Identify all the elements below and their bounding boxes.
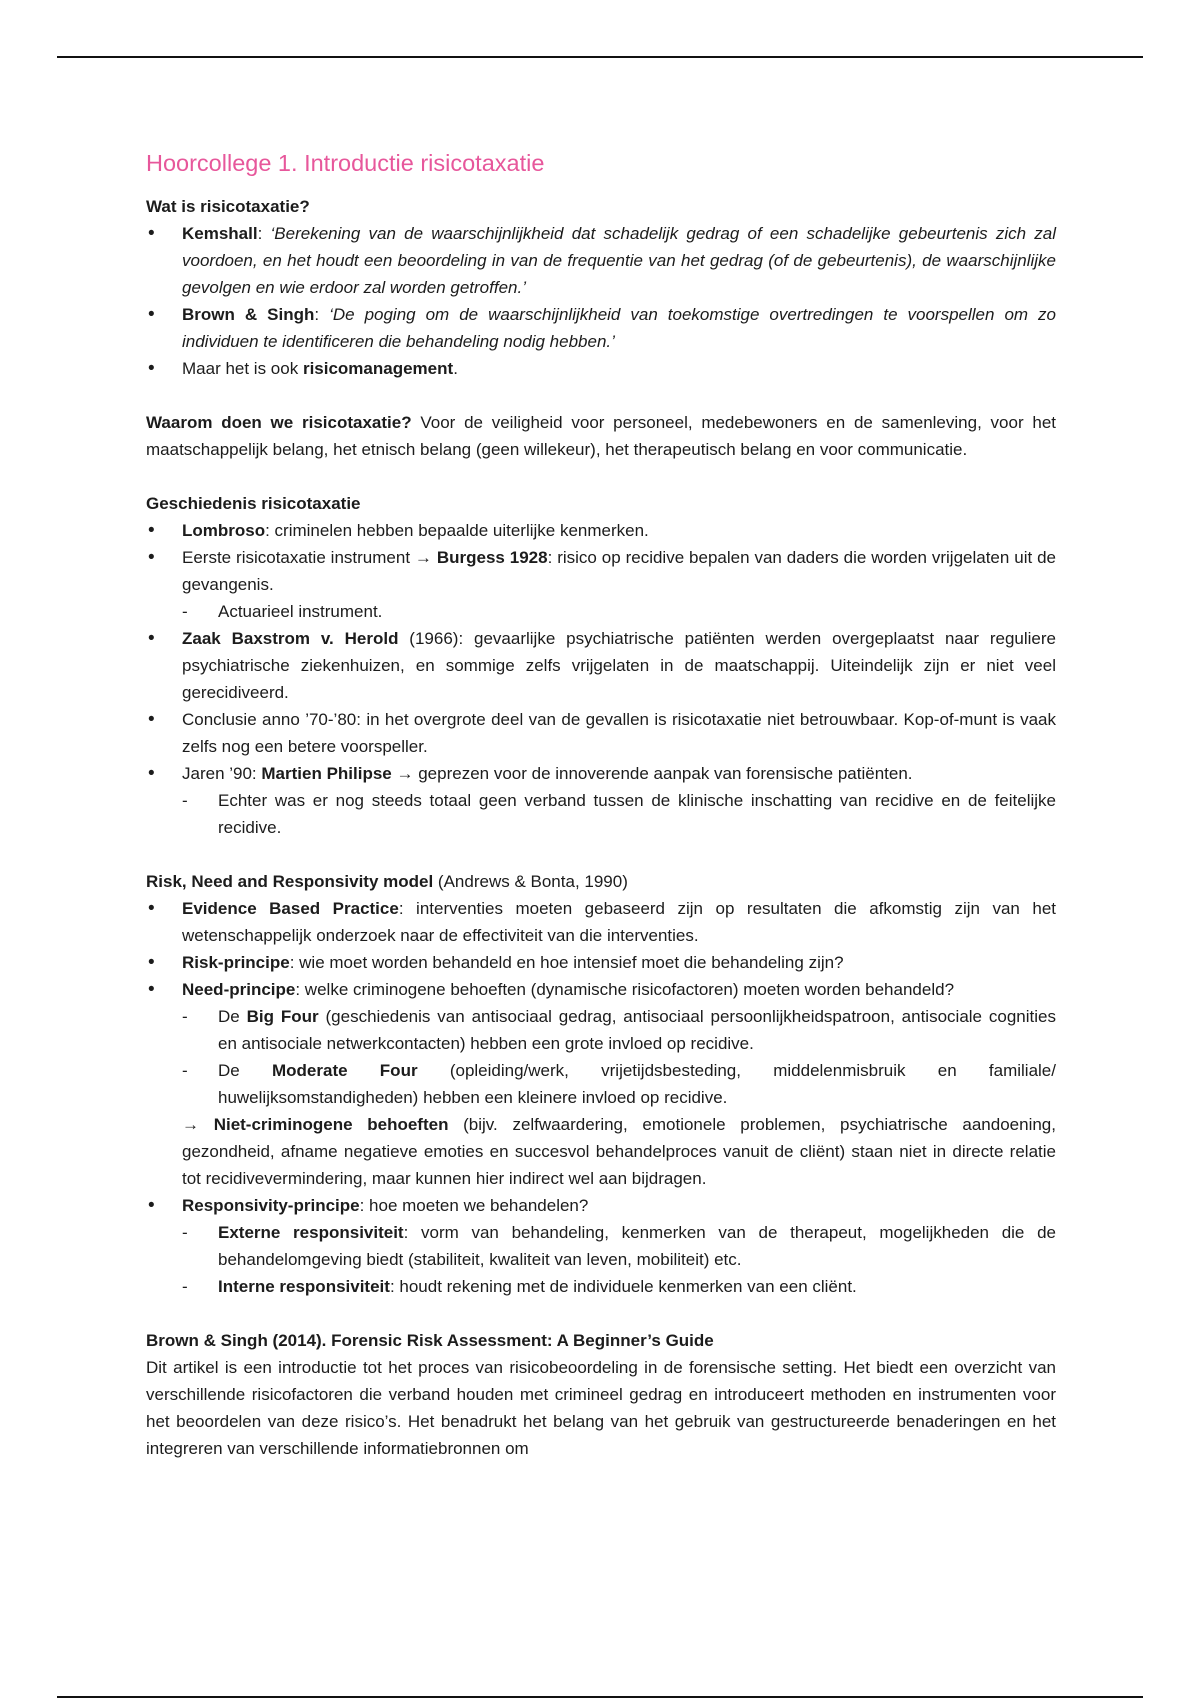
waarom-paragraph: Waarom doen we risicotaxatie? Voor de veiligheid voor personeel, medebewoners en de samenleving, voor het maatschappelijk belang, het etnisch belang (geen willekeur), het therapeutisch belang en voor communicatie. xyxy=(146,413,1056,459)
list-item: • Evidence Based Practice: interventies moeten gebaseerd zijn op resultaten die afkomstig zijn van het wetenschappelijk onderzoek naar de effectiviteit van die interventies. xyxy=(146,895,1056,949)
term: risicomanagement xyxy=(302,359,454,378)
list-item: • Maar het is ook risicomanagement. xyxy=(146,355,1056,382)
sub-list-item: - Interne responsiviteit: houdt rekening met de individuele kenmerken van een cliënt. xyxy=(182,1273,1056,1300)
section-heading-wat-is: Wat is risicotaxatie? xyxy=(146,197,310,216)
section-heading-waarom: Waarom doen we risicotaxatie? xyxy=(146,413,412,432)
sub-list-item: - De Big Four (geschiedenis van antisociaal gedrag, antisociaal persoonlijkheidspatroon, antisociale cognities en antisociale netwerkcontacten) hebben een grote invloed op recidive. xyxy=(182,1003,1056,1057)
top-rule xyxy=(57,56,1143,58)
sub-list xyxy=(182,1219,1056,1300)
sub-list xyxy=(182,787,1056,841)
list-item: • Lombroso: criminelen hebben bepaalde uiterlijke kenmerken. xyxy=(146,517,1056,544)
section-heading-rnr: Risk, Need and Responsivity model (Andrews & Bonta, 1990) xyxy=(146,872,628,891)
list-item: • Brown & Singh: ‘De poging om de waarschijnlijkheid van toekomstige overtredingen te voorspellen om zo individuen te identificeren die behandeling nodig hebben.’ xyxy=(146,301,1056,355)
list-item: • Eerste risicotaxatie instrument → Burgess 1928: risico op recidive bepalen van daders die worden vrijgelaten uit de gevangenis. - Actuarieel instrument. xyxy=(146,544,1056,625)
bottom-rule xyxy=(57,1696,1143,1698)
term: Brown & Singh xyxy=(182,305,315,324)
brown-singh-paragraph: Dit artikel is een introductie tot het proces van risicobeoordeling in de forensische setting. Het biedt een overzicht van verschillende risicofactoren die verband houden met crimineel gedrag en introduceert methoden en instrumenten voor het beoordelen van deze risico’s. Het benadrukt het belang van het gebruik van gestructureerde benaderingen en het integreren van verschillende informatiebronnen om xyxy=(146,1358,1056,1458)
document-body xyxy=(146,146,1056,1462)
rnr-list xyxy=(146,895,1056,1300)
page-title: Hoorcollege 1. Introductie risicotaxatie xyxy=(146,150,545,176)
list-item: • Kemshall: ‘Berekening van de waarschijnlijkheid dat schadelijk gedrag of een schadelijke gebeurtenis zich zal voordoen, en het houdt een beoordeling in van de frequentie van het gedrag (of de gebeurtenis), de waarschijnlijke gevolgen en wie erdoor zal worden getroffen.’ xyxy=(146,220,1056,301)
list-item: • Zaak Baxstrom v. Herold (1966): gevaarlijke psychiatrische patiënten werden overgeplaatst naar reguliere psychiatrische ziekenhuizen, en sommige zelfs vrijgelaten in de maatschappij. Uiteindelijk zijn er niet veel gerecidiveerd. xyxy=(146,625,1056,706)
sub-list-item: - Externe responsiviteit: vorm van behandeling, kenmerken van de therapeut, mogelijkheden die de behandelomgeving biedt (stabiliteit, kwaliteit van leven, mobiliteit) etc. xyxy=(182,1219,1056,1273)
term: Kemshall xyxy=(182,224,258,243)
list-item: • Responsivity-principe: hoe moeten we behandelen? - Externe responsiviteit: vorm van behandeling, kenmerken van de therapeut, mogelijkheden die de behandelomgeving biedt (stabiliteit, kwaliteit van leven, mobiliteit) etc. - Interne responsiviteit: houdt rekening met de individuele kenmerken van een cliënt. xyxy=(146,1192,1056,1300)
section-heading-brown-singh: Brown & Singh (2014). Forensic Risk Assessment: A Beginner’s Guide xyxy=(146,1331,714,1350)
sub-list xyxy=(182,1003,1056,1111)
section-heading-geschiedenis: Geschiedenis risicotaxatie xyxy=(146,494,361,513)
list-item: • Need-principe: welke criminogene behoeften (dynamische risicofactoren) moeten worden behandeld? - De Big Four (geschiedenis van antisociaal gedrag, antisociaal persoonlijkheidspatroon, antisociale cognities en antisociale netwerkcontacten) hebben een grote invloed op recidive. - De Moderate Four (opleiding/werk, vrijetijdsbesteding, middelenmisbruik en familiale/ huwelijksomstandigheden) hebben een kleinere invloed op recidive. → Niet-criminogene behoeften (bijv. zelfwaardering, emotionele problemen, psychiatrische aandoening, gezondheid, afname negatieve emoties en succesvol behandelproces vanuit de cliënt) staan niet in directe relatie tot recidivevermindering, maar kunnen hier indirect wel aan bijdragen. xyxy=(146,976,1056,1192)
definitions-list xyxy=(146,220,1056,382)
sub-list xyxy=(182,598,1056,625)
sub-list-item: - Actuarieel instrument. xyxy=(182,598,1056,625)
list-item: • Jaren ’90: Martien Philipse → geprezen voor de innoverende aanpak van forensische patiënten. - Echter was er nog steeds totaal geen verband tussen de klinische inschatting van recidive en de feitelijke recidive. xyxy=(146,760,1056,841)
continuation-paragraph: → Niet-criminogene behoeften (bijv. zelfwaardering, emotionele problemen, psychiatrische aandoening, gezondheid, afname negatieve emoties en succesvol behandelproces vanuit de cliënt) staan niet in directe relatie tot recidivevermindering, maar kunnen hier indirect wel aan bijdragen. xyxy=(182,1115,1056,1188)
sub-list-item: - De Moderate Four (opleiding/werk, vrijetijdsbesteding, middelenmisbruik en familiale/ huwelijksomstandigheden) hebben een kleinere invloed op recidive. xyxy=(182,1057,1056,1111)
list-item: • Risk-principe: wie moet worden behandeld en hoe intensief moet die behandeling zijn? xyxy=(146,949,1056,976)
list-item: • Conclusie anno ’70-’80: in het overgrote deel van de gevallen is risicotaxatie niet betrouwbaar. Kop-of-munt is vaak zelfs nog een betere voorspeller. xyxy=(146,706,1056,760)
quote: ‘De poging om de waarschijnlijkheid van toekomstige overtredingen te voorspellen om zo individuen te identificeren die behandeling nodig hebben.’ xyxy=(182,305,1056,351)
sub-list-item: - Echter was er nog steeds totaal geen verband tussen de klinische inschatting van recidive en de feitelijke recidive. xyxy=(182,787,1056,841)
quote: ‘Berekening van de waarschijnlijkheid dat schadelijk gedrag of een schadelijke gebeurtenis zich zal voordoen, en het houdt een beoordeling in van de frequentie van het gedrag (of de gebeurtenis), de waarschijnlijke gevolgen en wie erdoor zal worden getroffen.’ xyxy=(182,224,1056,297)
history-list xyxy=(146,517,1056,841)
